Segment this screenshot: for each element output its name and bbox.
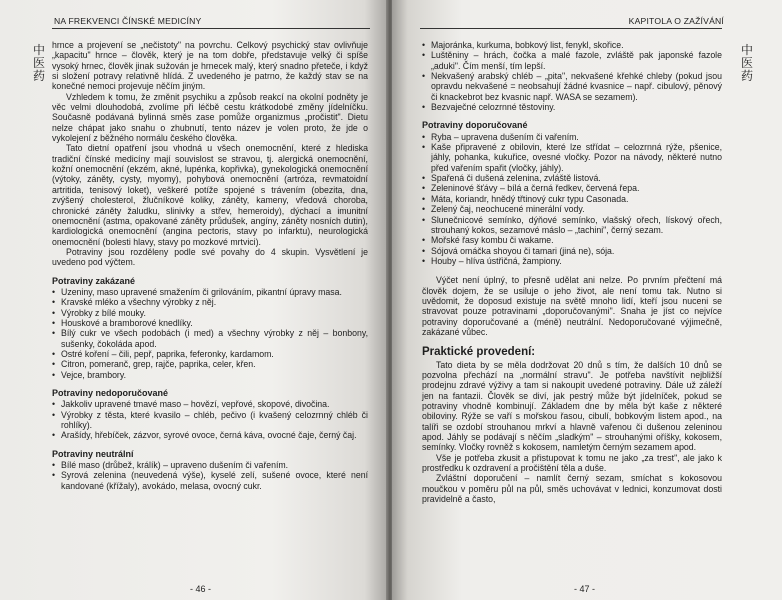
list-item: • Syrová zelenina (neuvedená výše), kyselé zelí, sušené ovoce, které není kandované (křížaly), avokádo, melasa, ovocný cukr. xyxy=(52,470,368,491)
list-not-recommended xyxy=(52,399,368,440)
section-title-neutral: Potraviny neutrální xyxy=(52,448,134,459)
list-item: • Výrobky z těsta, které kvasilo – chléb, pečivo (i kvašený celozrnný chléb či rohlíky). xyxy=(52,410,368,431)
list-item: • Spařená či dušená zelenina, zvláště listová. xyxy=(422,173,722,183)
list-item: • Houby – hlíva ústřičná, žampiony. xyxy=(422,256,722,266)
list-item: • Jakkoliv upravené tmavé maso – hovězí, vepřové, skopové, divočina. xyxy=(52,399,368,409)
chinese-seal-right xyxy=(738,44,756,83)
section-title-forbidden: Potraviny zakázané xyxy=(52,275,136,286)
paragraph: Tato dietní opatření jsou vhodná u všech onemocnění, které z hlediska tradiční čínské medicíny mají souvislost se stravou, tj. alergická onemocnění, kožní onemocnění (ekzém, akné, lupénka, kopřivka), gynekologická onemocnění (výtoky, záněty, cysty, myomy), pohybová onemocnění (artróza, revmatoidní artritida, tenisový loket), veškeré potíže spojené s trávením (obezita, dna, zvýšený cholesterol, žlučníkové koliky, záněty, kameny, vředová choroba, chronické záněty žaludku, slinivky a střev, hemeroidy), dýchací a imunitní onemocnění (astma, opakované záněty průdušek, angíny, záněty nosních dutin), kardiologická onemocnění (angina pectoris, stavy po infarktu), neurologická onemocnění (bolesti hlavy, stavy po mozkové mrtvici). xyxy=(52,143,368,247)
header-rule-left xyxy=(52,28,370,29)
list-item: • Citron, pomeranč, grep, rajče, paprika, celer, křen. xyxy=(52,359,368,369)
list-item: • Máta, koriandr, hnědý třtinový cukr typu Casonada. xyxy=(422,194,722,204)
page-number-left: - 46 - xyxy=(190,584,212,594)
header-rule-right xyxy=(420,28,722,29)
list-item: • Mořské řasy kombu či wakame. xyxy=(422,235,722,245)
seal-char: 中 xyxy=(740,43,753,57)
paragraph: Vše je potřeba zkusit a přistupovat k tomu ne jako „za trest", ale jako k prostředku k ozdravení a pročištění těla a duše. xyxy=(422,452,722,474)
list-item: • Zelený čaj, neochucené minerální vody. xyxy=(422,204,722,214)
list-item: • Vejce, brambory. xyxy=(52,370,368,380)
list-neutral xyxy=(52,460,368,491)
list-neutral-continued xyxy=(422,40,722,112)
list-item: • Sójová omáčka shoyou či tamari (jiná ne), sója. xyxy=(422,246,722,256)
paragraph: Vzhledem k tomu, že změnit psychiku a způsob reakcí na okolní podněty je věc velmi dlouhodobá, zvolíme při léčbě cestu krátkodobé změny jídelníčku. Současně podávaná bylinná směs zase pomůže organizmus „pročistit". Dietu nelze chápat jako snahu o zhubnutí, tento název je volen proto, že jde o vykolejení z běžného normálu českého člověka. xyxy=(52,91,368,144)
list-item: • Slunečnicové semínko, dýňové semínko, vlašský ořech, lískový ořech, strouhaný kokos, sezamové máslo – „tachini", černý sezam. xyxy=(422,215,722,236)
list-item: • Výrobky z bílé mouky. xyxy=(52,308,368,318)
list-item: • Houskové a bramborové knedlíky. xyxy=(52,318,368,328)
chinese-seal-left xyxy=(30,44,48,83)
left-page xyxy=(0,0,388,600)
list-item: • Kravské mléko a všechny výrobky z něj. xyxy=(52,297,368,307)
paragraph: Tato dieta by se měla dodržovat 20 dnů s tím, že dalších 10 dnů se pozvolna přechází na „normální stravu". Je potřeba navštívit nejbližší prodejnu zdravé výživy a tam si nakoupit uvedené potraviny. Dále už záleží jen na fantazii. Člověk se diví, jak pestrý může být jídelníček, pokud se potraviny vhodně kombinují. Základem dne by měla být kaše z některé obiloviny. Rýže se vaří s mořskou řasou, cibulí, bobkovým listem apod., na talíři se ozdobí strouhanou mrkví a hlavně vařenou či dušenou zeleninou apod. Jáhly se podávají s něčím „sladkým" – strouhanými oříšky, kokosem, semínky. Vločky rovněž s kokosem, namletým černým sezamem apod. xyxy=(422,359,722,453)
paragraph: hrnce a projevení se „nečistoty" na povrchu. Celkový psychický stav ovlivňuje „kapacitu" hrnce – člověk, který je na tom dobře, představuje velký či spíše vysoký hrnec, člověk jinak sužován je hrnecek malý, který snadno přeteče, i když si složení potravy relativně hlídá. Z uvedeného je patrno, že každý stav se na konečné nemoci projevuje něčím jiným. xyxy=(52,40,368,92)
list-item: • Ostré koření – čili, pepř, paprika, feferonky, kardamom. xyxy=(52,349,368,359)
running-header-right: KAPITOLA O ZAŽÍVÁNÍ xyxy=(628,16,724,26)
note-paragraph: Výčet není úplný, to přesně udělat ani nelze. Po prvním přečtení má člověk dojem, že se usiluje o jeho život, ale není tomu tak. Nutno si uvědomit, že doposud existuje na světě mnoho lidí, kteří jsou nuceni se stravovat pouze potravinami „doporučovanými". Snaha je jíst co nejvíce potraviny doporučované a (méně) neutrální. Nedoporučované výjimečně, zakázané vůbec. xyxy=(422,275,722,337)
paragraph: Potraviny jsou rozděleny podle své povahy do 4 skupin. Vysvětlení je uvedeno pod výčtem. xyxy=(52,246,368,268)
seal-char: 中 xyxy=(32,43,45,57)
list-recommended xyxy=(422,132,722,266)
list-item: • Luštěniny – hrách, čočka a malé fazole, zvláště pak japonské fazole „aduki". Čím menší, tím lepší. xyxy=(422,50,722,71)
list-item: • Bílé maso (drůbež, králík) – upraveno dušením či vařením. xyxy=(52,460,368,470)
list-item: • Uzeniny, maso upravené smažením či grilováním, pikantní úpravy masa. xyxy=(52,287,368,297)
list-forbidden xyxy=(52,287,368,380)
seal-char: 药 xyxy=(740,69,753,83)
right-page xyxy=(392,0,782,600)
list-item: • Zeleninové šťávy – bílá a černá ředkev, červená řepa. xyxy=(422,183,722,193)
seal-char: 医 xyxy=(32,56,45,70)
list-item: • Nekvašený arabský chléb – „pita", nekvašené křehké chleby (pokud jsou opravdu nekvašené = neobsahují žádné kvasnice – např. cibulový, pěnový či knackebrot bez kvasnic např. WASA se sezamem). xyxy=(422,71,722,102)
list-item: • Arašídy, hřebíček, zázvor, syrové ovoce, černá káva, ovocné čaje, černý čaj. xyxy=(52,430,368,440)
running-header-left: NA FREKVENCI ČÍNSKÉ MEDICÍNY xyxy=(54,16,202,26)
list-item: • Bílý cukr ve všech podobách (i med) a všechny výrobky z něj – bonbony, sušenky, čokoláda apod. xyxy=(52,328,368,349)
right-page-body xyxy=(422,40,722,504)
seal-char: 药 xyxy=(32,69,45,83)
list-item: • Majoránka, kurkuma, bobkový list, fenykl, skořice. xyxy=(422,40,722,50)
left-page-body xyxy=(52,40,368,491)
seal-char: 医 xyxy=(740,56,753,70)
practical-title: Praktické provedení: xyxy=(422,346,536,359)
page-number-right: - 47 - xyxy=(574,584,596,594)
paragraph: Zvláštní doporučení – namlít černý sezam, smíchat s kokosovou moučkou v poměru půl na půl, směs uchovávat v lednici, konzumovat dosti pravidelně a často, xyxy=(422,473,722,505)
list-item: • Kaše připravené z obilovin, které lze střídat – celozrnná rýže, pšenice, jáhly, pohanka, kukuřice, ovesné vločky. Pozor na návody, některé nutno před vařením spařit (vločky, jáhly). xyxy=(422,142,722,173)
section-title-recommended: Potraviny doporučované xyxy=(422,120,528,131)
list-item: • Ryba – upravena dušením či vařením. xyxy=(422,132,722,142)
section-title-not-recommended: Potraviny nedoporučované xyxy=(52,388,169,398)
list-item: • Bezvaječné celozrnné těstoviny. xyxy=(422,102,722,112)
